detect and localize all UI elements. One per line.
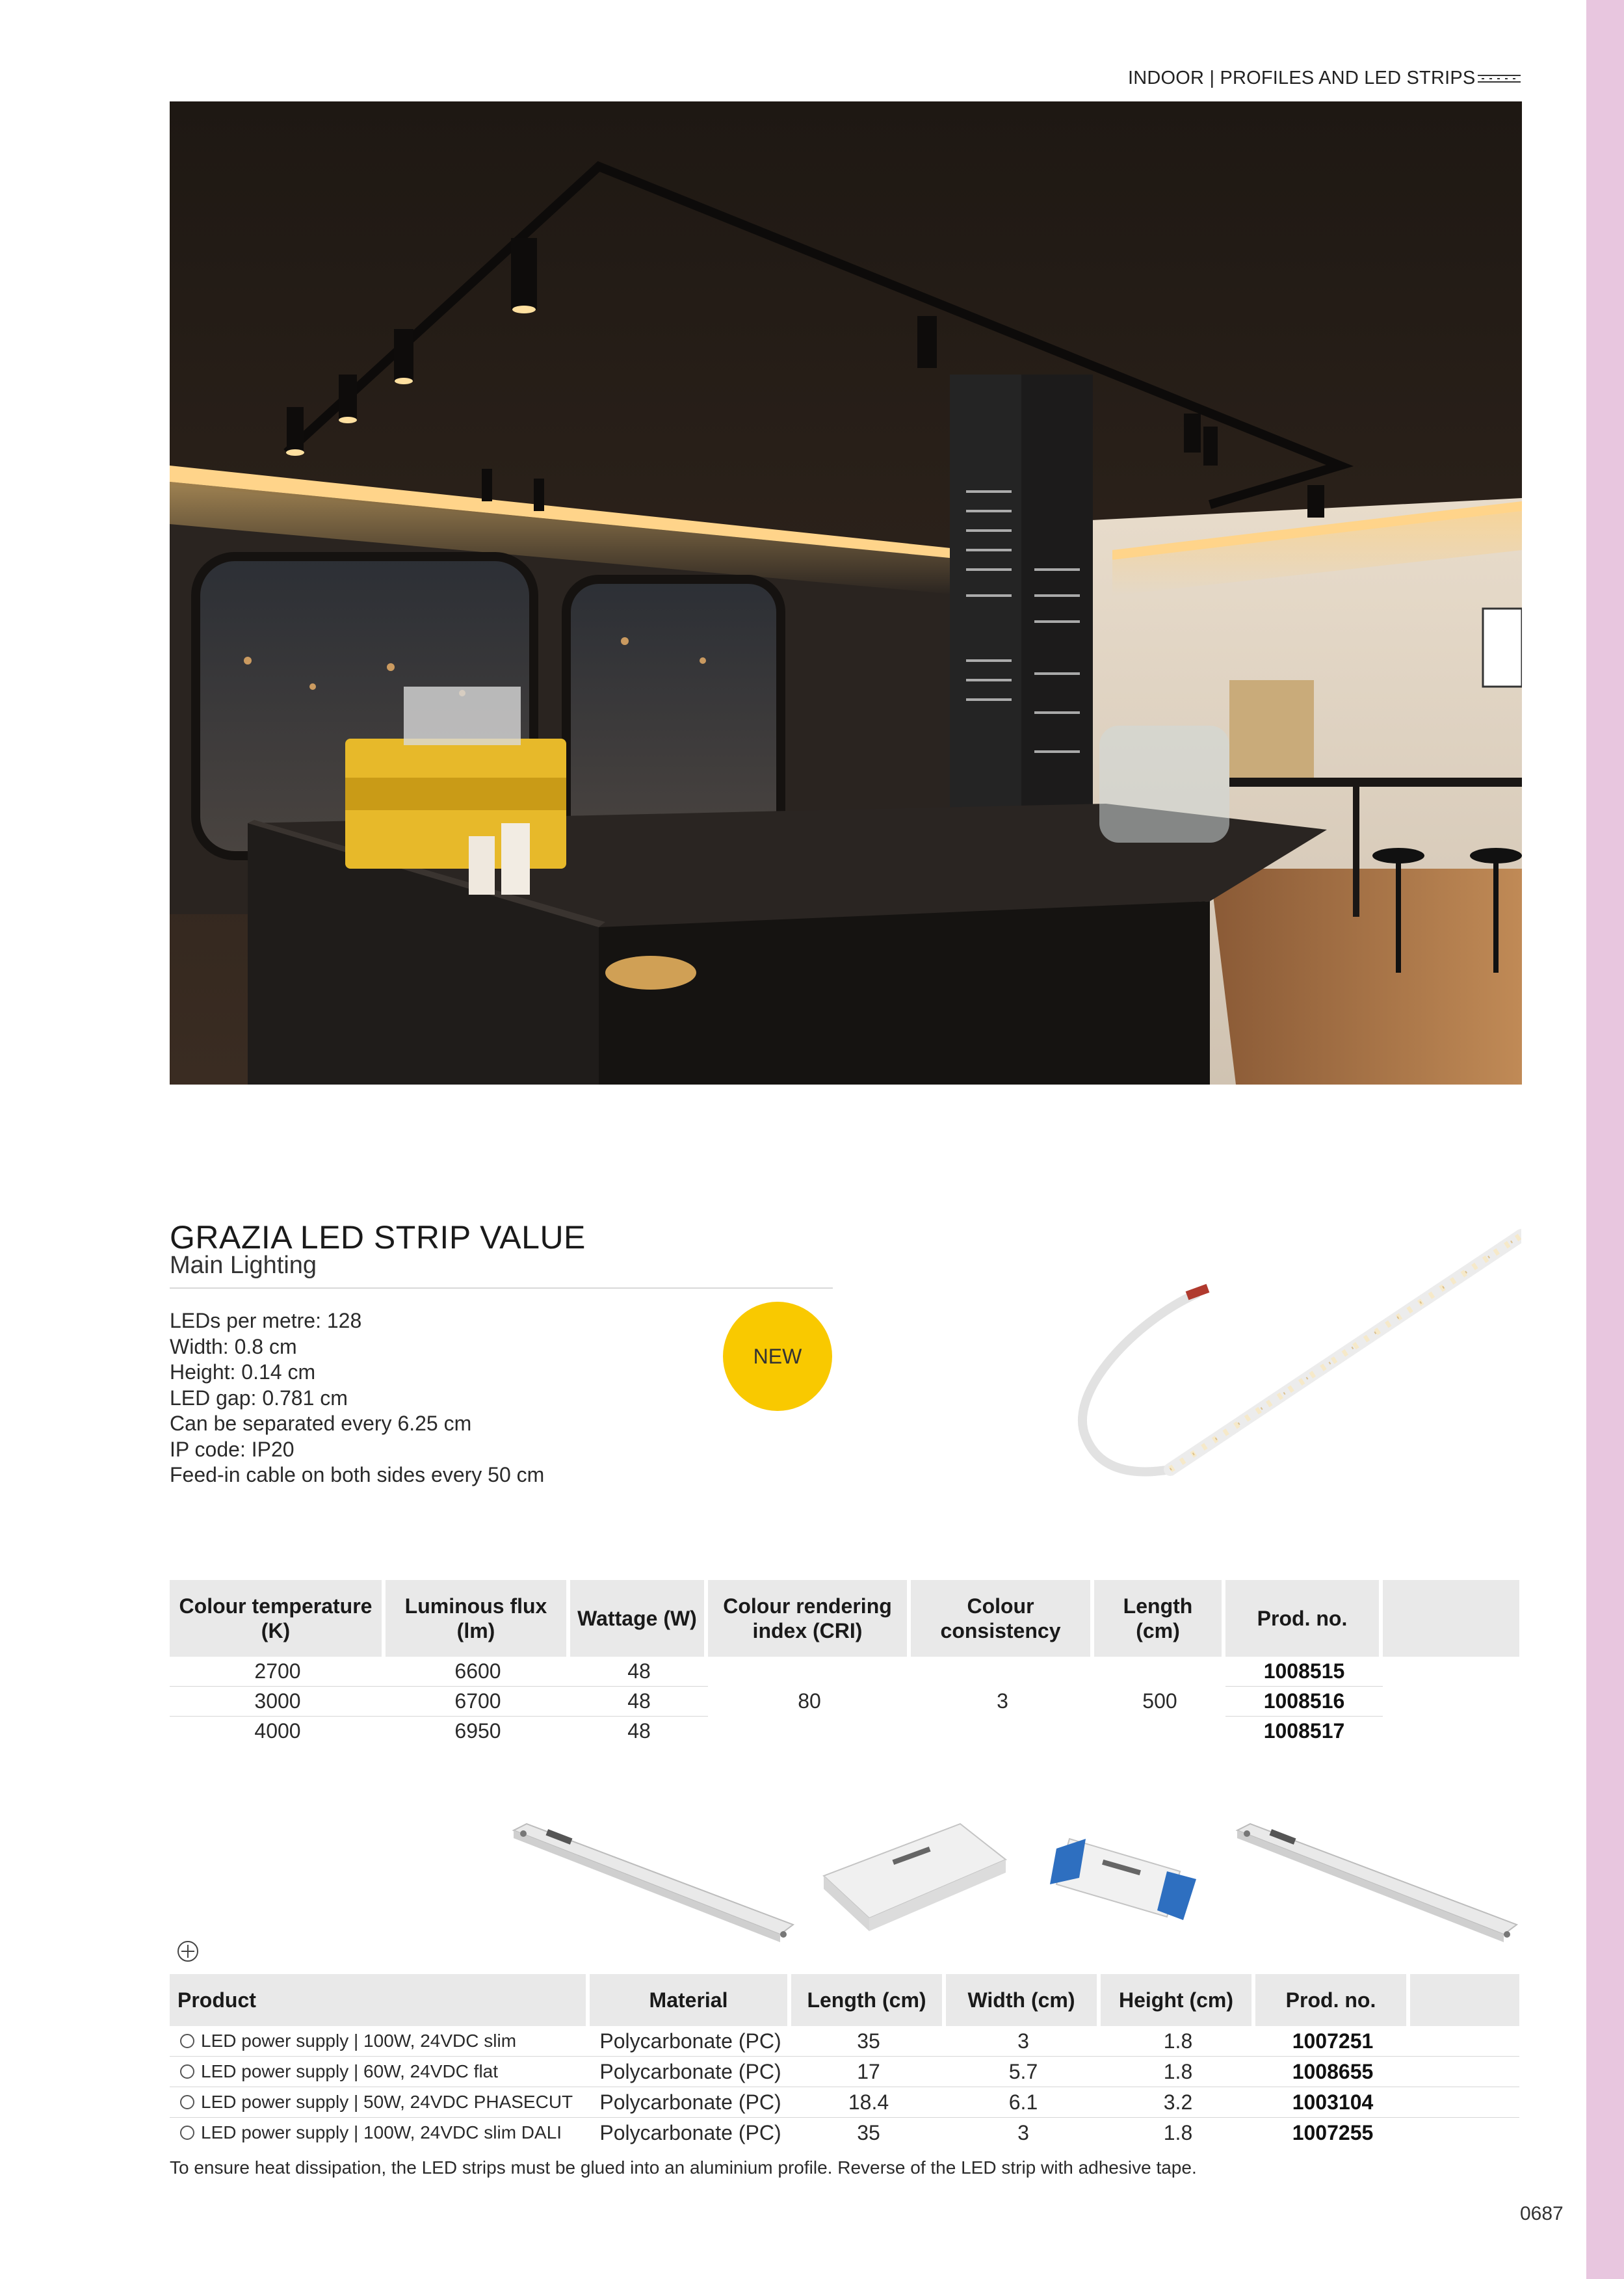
cell-prod-no: 1003104	[1255, 2087, 1410, 2118]
cell-empty	[1410, 2026, 1519, 2057]
cell-empty	[1383, 1687, 1519, 1717]
feature-item: IP code: IP20	[170, 1437, 295, 1461]
feature-item: Can be separated every 6.25 cm	[170, 1412, 472, 1435]
cell-prod-no: 1008655	[1255, 2057, 1410, 2087]
cell-prod-no: 1007255	[1292, 2120, 1374, 2144]
cell-product: LED power supply | 50W, 24VDC PHASECUT	[201, 2092, 573, 2112]
cell-colour-temp: 3000	[170, 1687, 386, 1717]
cell-width: 5.7	[946, 2057, 1101, 2087]
cafe-interior-photo	[170, 101, 1522, 1085]
header-cri: Colour rendering index (CRI)	[708, 1580, 911, 1657]
select-radio[interactable]	[180, 2095, 194, 2109]
header-material: Material	[590, 1974, 791, 2026]
cell-material: Polycarbonate (PC)	[590, 2026, 791, 2057]
cell-consistency: 3	[997, 1689, 1008, 1713]
cell-wattage: 48	[570, 1687, 708, 1717]
table-row	[170, 2087, 1519, 2118]
cell-width: 6.1	[946, 2087, 1101, 2118]
cell-width: 3	[946, 2026, 1101, 2057]
header-width: Width (cm)	[946, 1974, 1101, 2026]
table-row	[170, 2057, 1519, 2087]
accessories-plus-icon	[177, 1940, 199, 1962]
power-supply-phasecut-image	[1050, 1832, 1199, 1923]
cell-wattage: 48	[570, 1657, 708, 1687]
feature-item: Feed-in cable on both sides every 50 cm	[170, 1463, 545, 1486]
cell-product: LED power supply | 60W, 24VDC flat	[201, 2061, 499, 2081]
new-badge: NEW	[723, 1302, 832, 1411]
cell-width: 3	[1017, 2120, 1029, 2144]
title-divider	[170, 1287, 833, 1289]
table-row	[170, 2026, 1519, 2057]
feature-item: LEDs per metre: 128	[170, 1309, 362, 1332]
header-prod-no: Prod. no.	[1225, 1580, 1383, 1657]
cell-material: Polycarbonate (PC)	[599, 2120, 781, 2144]
cell-empty	[1410, 2118, 1519, 2148]
header-consistency: Colour consistency	[911, 1580, 1094, 1657]
led-strip-icon	[1478, 74, 1521, 83]
cell-flux: 6600	[386, 1657, 570, 1687]
cell-product: LED power supply | 100W, 24VDC slim	[201, 2031, 517, 2051]
header-empty	[1410, 1974, 1519, 2026]
accessory-table	[170, 1974, 1519, 2148]
cell-prod-no: 1007251	[1255, 2026, 1410, 2057]
header-wattage: Wattage (W)	[570, 1580, 708, 1657]
feature-list	[170, 1308, 544, 1488]
cell-empty	[1383, 1717, 1519, 1746]
page-number: 0687	[1520, 2203, 1564, 2224]
header-length: Length (cm)	[1094, 1580, 1225, 1657]
cell-length: 35	[791, 2026, 946, 2057]
cell-height: 3.2	[1101, 2087, 1255, 2118]
cell-height: 1.8	[1101, 2026, 1255, 2057]
table-row	[170, 2118, 1519, 2148]
header-product: Product	[170, 1974, 590, 2026]
select-radio[interactable]	[180, 2064, 194, 2079]
table-row	[170, 1657, 1519, 1687]
spec-table	[170, 1580, 1519, 1746]
product-title: GRAZIA LED STRIP VALUE	[170, 1219, 586, 1256]
select-radio[interactable]	[180, 2034, 194, 2048]
feature-item: Width: 0.8 cm	[170, 1334, 297, 1358]
select-radio[interactable]	[180, 2126, 194, 2140]
cell-wattage: 48	[627, 1719, 651, 1743]
cell-empty	[1383, 1657, 1519, 1687]
cell-material: Polycarbonate (PC)	[590, 2057, 791, 2087]
cell-empty	[1410, 2087, 1519, 2118]
product-subtitle: Main Lighting	[170, 1252, 317, 1279]
cell-colour-temp: 4000	[254, 1719, 301, 1743]
installation-note: To ensure heat dissipation, the LED strips must be glued into an aluminium profile. Reverse of the LED strip with adhesive tape.	[170, 2157, 1197, 2178]
power-supply-slim-image	[507, 1817, 800, 1947]
cell-colour-temp: 2700	[170, 1657, 386, 1687]
header-prod-no: Prod. no.	[1255, 1974, 1410, 2026]
cell-product: LED power supply | 100W, 24VDC slim DALI	[201, 2122, 562, 2142]
cell-prod-no: 1008517	[1263, 1719, 1345, 1743]
header-empty	[1383, 1580, 1519, 1657]
cell-length: 35	[857, 2120, 880, 2144]
cell-flux: 6950	[454, 1719, 501, 1743]
cell-length: 500	[1142, 1689, 1177, 1713]
header-height: Height (cm)	[1101, 1974, 1255, 2026]
feature-item: LED gap: 0.781 cm	[170, 1386, 348, 1410]
cell-height: 1.8	[1163, 2120, 1193, 2144]
cell-prod-no: 1008515	[1225, 1657, 1383, 1687]
power-supply-slim-dali-image	[1231, 1817, 1523, 1947]
led-strip-product-image	[1053, 1222, 1521, 1495]
cell-flux: 6700	[386, 1687, 570, 1717]
sidebar-color-bar	[1586, 0, 1624, 2279]
power-supply-flat-image	[820, 1821, 1009, 1934]
cell-length: 18.4	[791, 2087, 946, 2118]
header-length: Length (cm)	[791, 1974, 946, 2026]
cell-empty	[1410, 2057, 1519, 2087]
cell-height: 1.8	[1101, 2057, 1255, 2087]
cell-material: Polycarbonate (PC)	[590, 2087, 791, 2118]
cell-cri: 80	[798, 1689, 821, 1713]
header-flux: Luminous flux (lm)	[386, 1580, 570, 1657]
cell-length: 17	[791, 2057, 946, 2087]
section-category: INDOOR | PROFILES AND LED STRIPS	[1128, 68, 1476, 88]
header-colour-temp: Colour temperature (K)	[170, 1580, 386, 1657]
cell-prod-no: 1008516	[1225, 1687, 1383, 1717]
feature-item: Height: 0.14 cm	[170, 1360, 316, 1384]
